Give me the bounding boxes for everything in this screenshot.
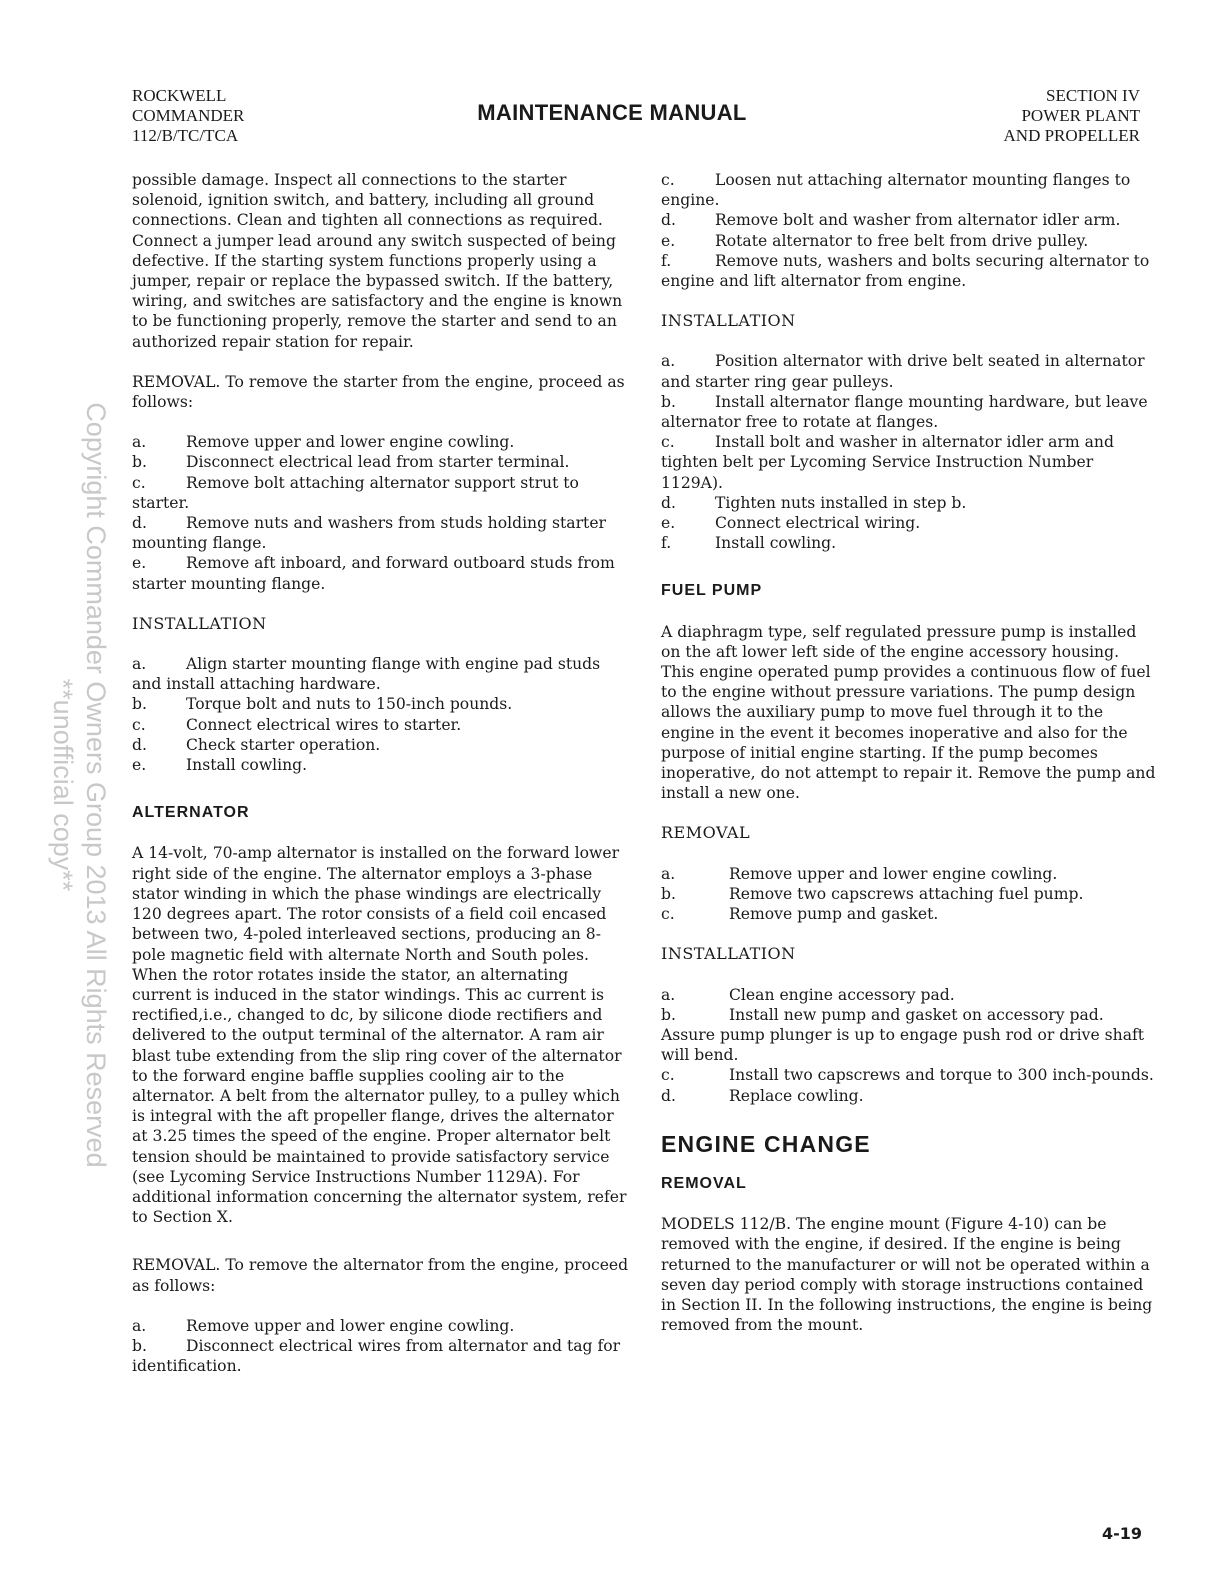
list-item: b. Torque bolt and nuts to 150-inch pounds. bbox=[132, 695, 513, 714]
list-item: e. Rotate alternator to free belt from drive pulley. bbox=[661, 231, 1089, 250]
list-item: b. Disconnect electrical lead from starter terminal. bbox=[132, 453, 570, 472]
fuel-pump-removal-steps bbox=[661, 864, 1156, 925]
list-item: b. Install new pump and gasket on accessory pad. Assure pump plunger is up to engage push rod or drive shaft will bend. bbox=[661, 1005, 1145, 1065]
fuel-pump-heading: FUEL PUMP bbox=[661, 582, 763, 600]
starter-installation-steps bbox=[132, 654, 632, 775]
copyright-watermark bbox=[32, 390, 112, 1180]
header-right bbox=[1004, 86, 1140, 146]
starter-installation-heading: INSTALLATION bbox=[132, 613, 267, 633]
list-item: a. Remove upper and lower engine cowling. bbox=[661, 864, 1058, 883]
list-item: c. Loosen nut attaching alternator mounting flanges to engine. bbox=[661, 171, 1131, 210]
list-item: d. Remove nuts and washers from studs holding starter mounting flange. bbox=[132, 514, 607, 553]
list-item: e. Install cowling. bbox=[132, 756, 308, 775]
list-item: e. Remove aft inboard, and forward outboard studs from starter mounting flange. bbox=[132, 554, 615, 593]
starter-removal-intro: REMOVAL. To remove the starter from the engine, proceed as follows: bbox=[132, 372, 625, 412]
alternator-removal-steps-left bbox=[132, 1316, 632, 1377]
list-item: a. Remove upper and lower engine cowling. bbox=[132, 433, 515, 452]
alternator-installation-steps bbox=[661, 351, 1156, 553]
fuel-pump-installation-heading: INSTALLATION bbox=[661, 944, 796, 964]
list-item: c. Install bolt and washer in alternator idler arm and tighten belt per Lycoming Service Instruction Number 1129A). bbox=[661, 433, 1114, 492]
header-product: COMMANDER bbox=[132, 106, 245, 125]
alternator-description: A 14-volt, 70-amp alternator is installed on the forward lower right side of the engine. The alternator employs a 3-phase stator winding in which the phase windings are electrically 120 degrees apart. The rotor consists of a field coil encased between two, 4-poled interleaved sections, producing an 8-pole magnetic field with alternate North and South poles. When the rotor rotates inside the stator, an alternating current is induced in the stator windings. This ac current is rectified,i.e., changed to dc, by silicone diode rectifiers and delivered to the output terminal of the alternator. A ram air blast tube extending from the slip ring cover of the alternator to the forward engine baffle supplies cooling air to the alternator. A belt from the alternator pulley, to a pulley which is integral with the aft propeller flange, drives the alternator at 3.25 times the speed of the engine. Proper alternator belt tension should be maintained to provide satisfactory service (see Lycoming Service Instructions Number 1129A). For additional information concerning the alternator system, refer to Section X. bbox=[132, 844, 627, 1227]
engine-removal-heading: REMOVAL bbox=[661, 1174, 747, 1192]
list-item: a. Remove upper and lower engine cowling. bbox=[132, 1316, 515, 1335]
list-item: b. Remove two capscrews attaching fuel pump. bbox=[661, 884, 1084, 903]
list-item: c. Install two capscrews and torque to 300 inch-pounds. bbox=[661, 1066, 1154, 1085]
list-item: f. Remove nuts, washers and bolts securing alternator to engine and lift alternator from engine. bbox=[661, 251, 1150, 291]
list-item: b. Disconnect electrical wires from alternator and tag for identification. bbox=[132, 1336, 621, 1376]
watermark-line-2: **unofficial copy** bbox=[48, 678, 78, 892]
list-item: f. Install cowling. bbox=[661, 534, 837, 553]
document-title: MAINTENANCE MANUAL bbox=[477, 100, 747, 125]
header-section: SECTION IV bbox=[1046, 86, 1140, 105]
list-item: d. Check starter operation. bbox=[132, 735, 381, 754]
right-column bbox=[661, 170, 1156, 1335]
alternator-removal-steps-right bbox=[661, 170, 1156, 291]
engine-removal-description: MODELS 112/B. The engine mount (Figure 4-10) can be removed with the engine, if desired. If the engine is being returned to the manufacturer or will not be operated within a seven day period comply with storage instructions contained in Section II. In the following instructions, the engine is being removed from the mount. bbox=[661, 1215, 1153, 1335]
starter-removal-steps bbox=[132, 432, 632, 594]
starter-troubleshooting-paragraph: possible damage. Inspect all connections to the starter solenoid, ignition switch, and battery, including all ground connections. Clean and tighten all connections as required. Connect a jumper lead around any switch suspected of being defective. If the starting system functions properly using a jumper, repair or replace the bypassed switch. If the battery, wiring, and switches are satisfactory and the engine is known to be functioning properly, remove the starter and send to an authorized repair station for repair. bbox=[132, 171, 623, 351]
list-item: c. Remove pump and gasket. bbox=[661, 905, 939, 924]
engine-change-heading: ENGINE CHANGE bbox=[661, 1130, 871, 1157]
alternator-installation-heading: INSTALLATION bbox=[661, 311, 796, 331]
header-models: 112/B/TC/TCA bbox=[132, 126, 239, 145]
watermark-line-1: Copyright Commander Owners Group 2013 All Rights Reserved bbox=[81, 402, 111, 1168]
list-item: b. Install alternator flange mounting hardware, but leave alternator free to rotate at flanges. bbox=[661, 392, 1148, 432]
list-item: d. Tighten nuts installed in step b. bbox=[661, 493, 967, 512]
list-item: d. Remove bolt and washer from alternator idler arm. bbox=[661, 211, 1121, 230]
fuel-pump-description: A diaphragm type, self regulated pressure pump is installed on the aft lower left side of the engine accessory housing. This engine operated pump provides a continuous flow of fuel to the engine without pressure variations. The pump design allows the auxiliary pump to move fuel through it to the engine in the event it becomes inoperative and also for the purpose of initial engine starting. If the pump becomes inoperative, do not attempt to repair it. Remove the pump and install a new one. bbox=[661, 622, 1156, 803]
header-section-title-2: AND PROPELLER bbox=[1003, 126, 1140, 145]
fuel-pump-installation-steps bbox=[661, 985, 1156, 1106]
list-item: a. Position alternator with drive belt seated in alternator and starter ring gear pulleys. bbox=[661, 352, 1145, 391]
header-section-title-1: POWER PLANT bbox=[1021, 106, 1140, 125]
fuel-pump-removal-heading: REMOVAL bbox=[661, 823, 751, 843]
page-number: 4-19 bbox=[1101, 1524, 1142, 1543]
list-item: a. Clean engine accessory pad. bbox=[661, 985, 955, 1004]
list-item: c. Connect electrical wires to starter. bbox=[132, 715, 462, 734]
list-item: c. Remove bolt attaching alternator support strut to starter. bbox=[132, 473, 579, 512]
alternator-removal-intro: REMOVAL. To remove the alternator from the engine, proceed as follows: bbox=[132, 1256, 629, 1295]
alternator-heading: ALTERNATOR bbox=[132, 804, 250, 822]
list-item: d. Replace cowling. bbox=[661, 1086, 864, 1105]
left-column bbox=[132, 170, 632, 1376]
list-item: a. Align starter mounting flange with engine pad studs and install attaching hardware. bbox=[132, 655, 601, 694]
header-company: ROCKWELL bbox=[132, 86, 227, 105]
list-item: e. Connect electrical wiring. bbox=[661, 514, 921, 533]
